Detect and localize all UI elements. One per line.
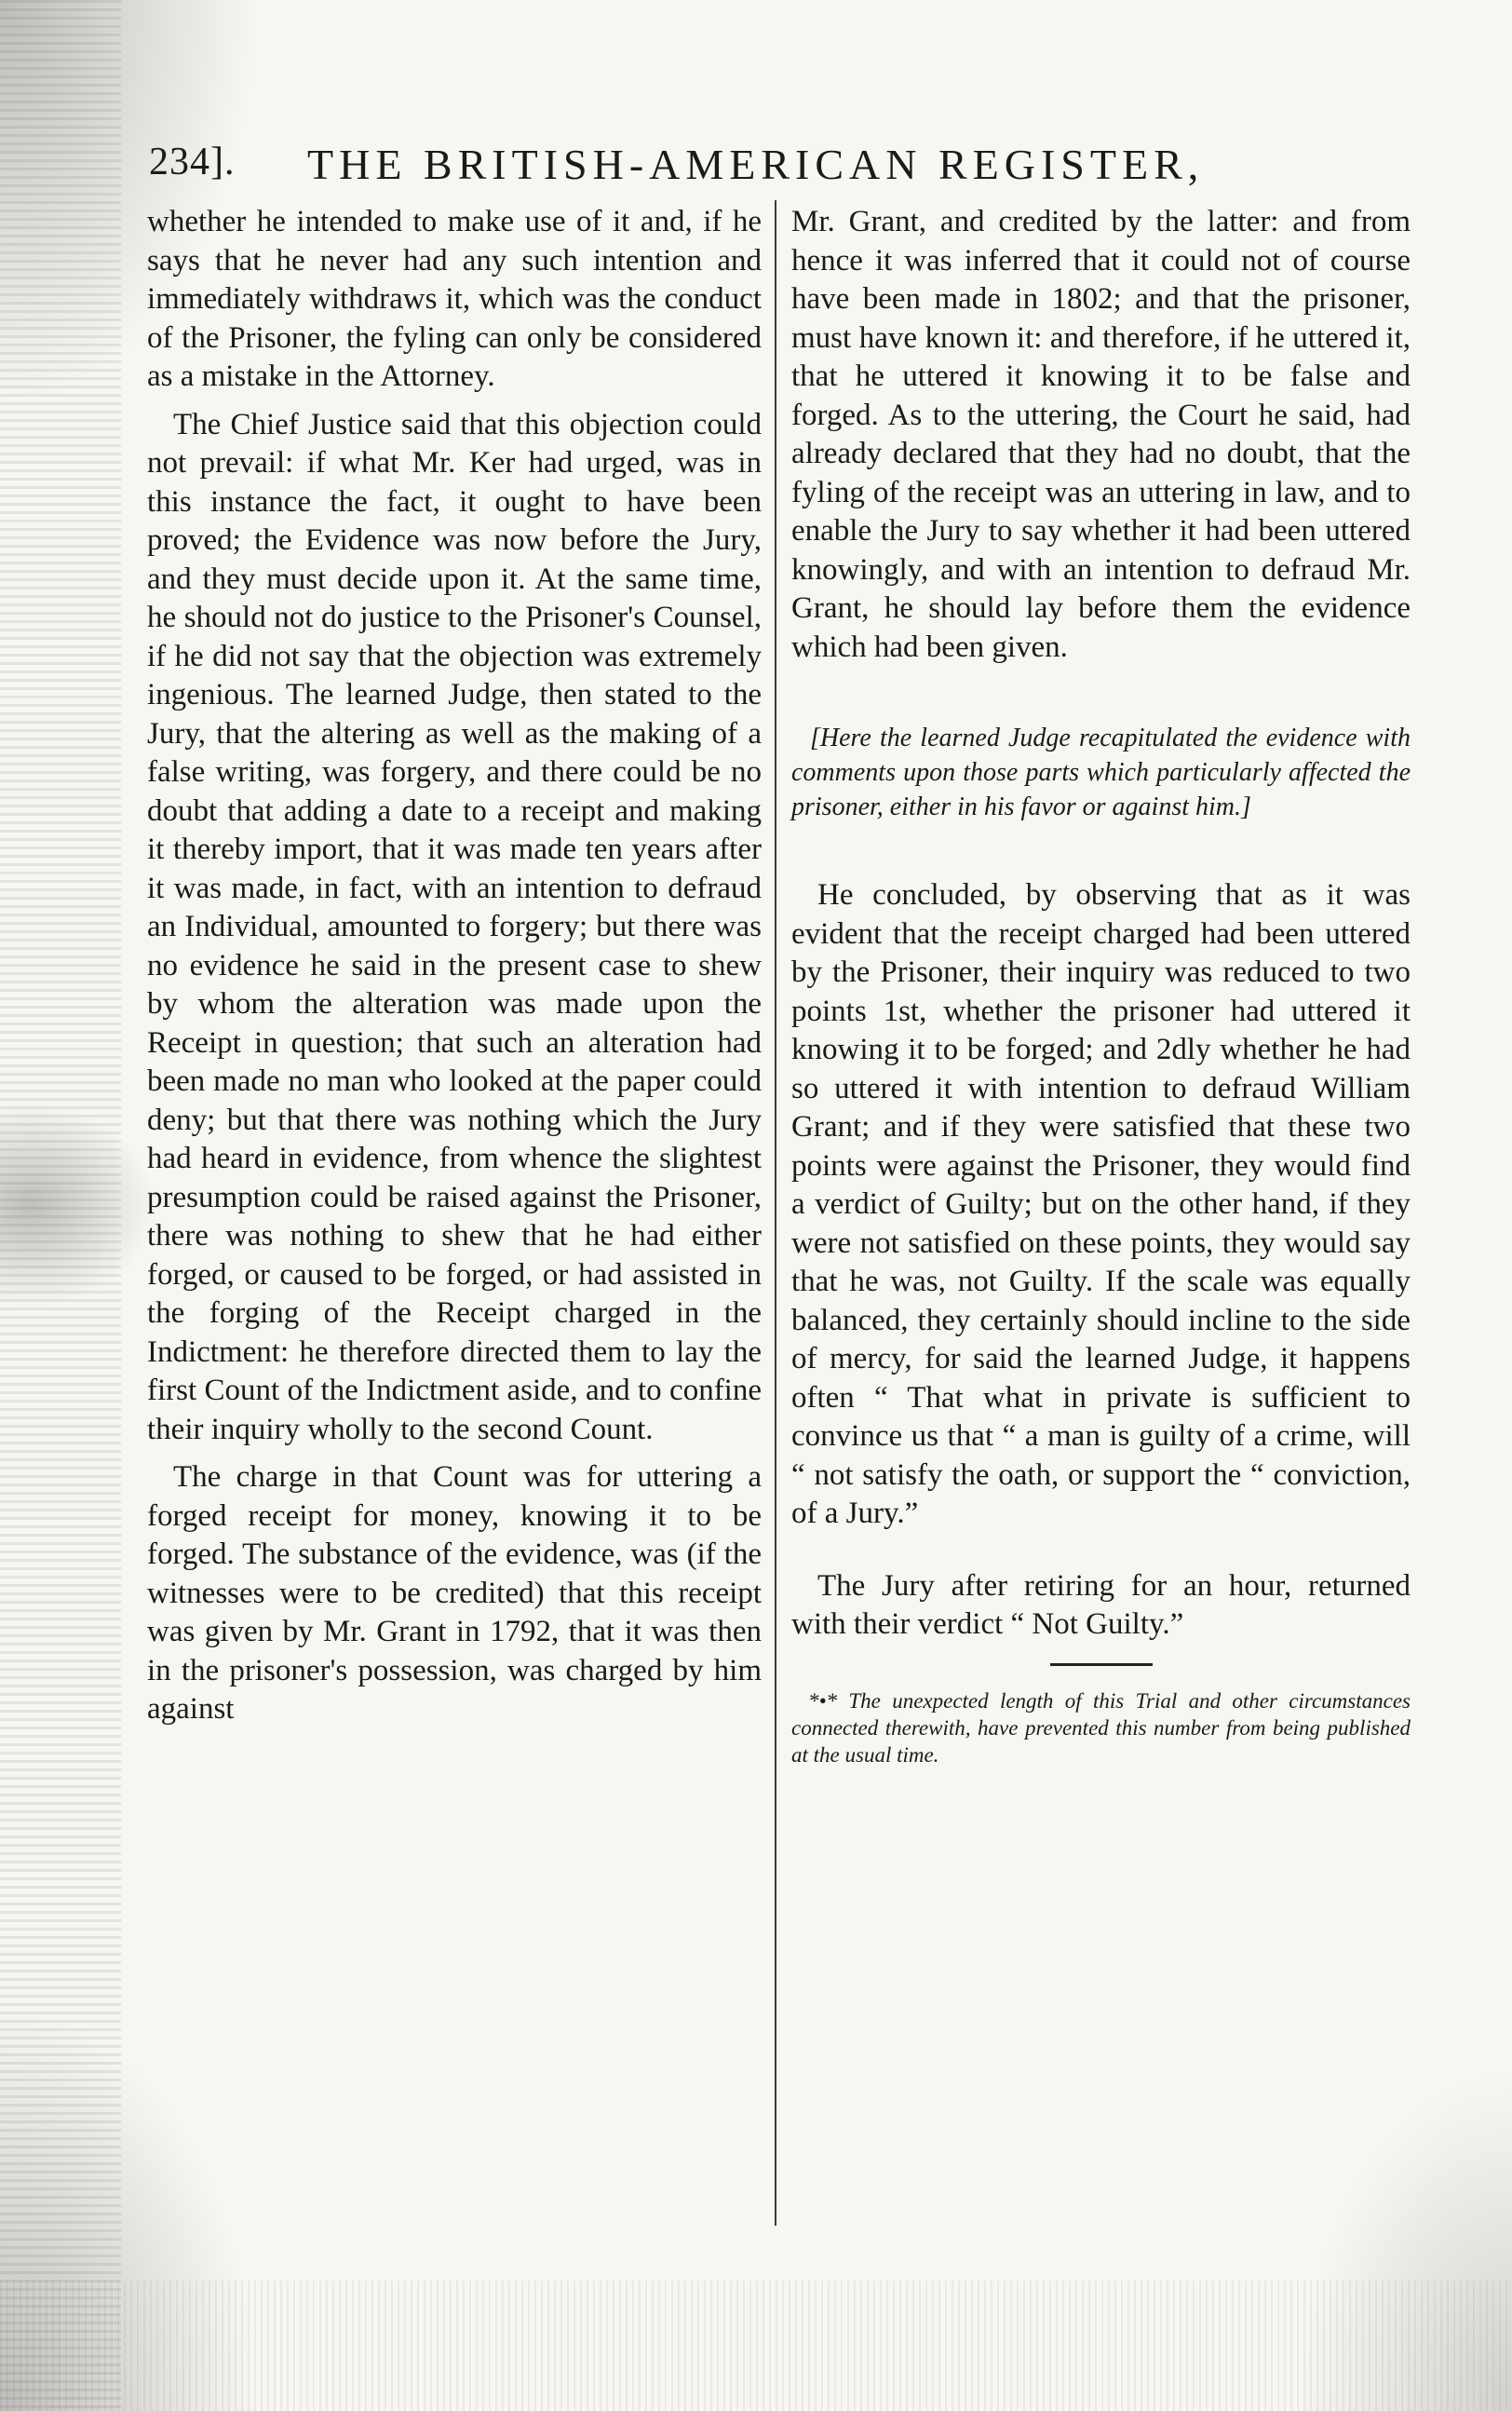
left-paragraph-3: The charge in that Count was for uttering a forged receipt for money, knowing it to be forged. The substance of the evidence, was (if the witnesses were to be credited) that this receipt was given by Mr. Grant in 1792, that it was then in the prisoner's possession, was charged by him against	[147, 1460, 762, 1726]
right-paragraph-2: He concluded, by observing that as it was evident that the receipt charged had been uttered by the Prisoner, their inquiry was reduced to two points 1st, whether the prisoner had uttered it knowing it to be forged; and 2dly whether he had so uttered it with intention to defraud William Grant; and if they were satisfied that these two points were against the Prisoner, they would find a verdict of Guilty; but on the other hand, if they were not satisfied on these points, they would say that he was, not Guilty. If the scale was equally balanced, they certainly should incline to the side of mercy, for said the learned Judge, it happens often “ That what in private is sufficient to convince us that “ a man is guilty of a crime, will “ not satisfy the oath, or support the “ conviction, of a Jury.”	[791, 878, 1411, 1530]
left-paragraph-1: whether he intended to make use of it and, if he says that he never had any such intention and immediately withdraws it, which was the conduct of the Prisoner, the fyling can only be considered as a mistake in the Attorney.	[147, 205, 762, 393]
bracketed-note: [Here the learned Judge recapitulated the evidence with comments upon those parts which particularly affected the prisoner, either in his favor or against him.]	[791, 724, 1411, 821]
right-column	[791, 203, 1411, 1790]
running-header	[149, 140, 1415, 196]
left-column	[147, 203, 762, 1739]
right-paragraph-3: The Jury after retiring for an hour, returned with their verdict “ Not Guilty.”	[791, 1568, 1411, 1641]
footnote-rule	[1050, 1663, 1153, 1666]
footnote: *•* The unexpected length of this Trial and other circumstances connected therewith, have prevented this number from being published at the usual time.	[791, 1688, 1411, 1767]
scan-noise	[0, 2281, 1512, 2411]
page-number: 234].	[149, 141, 236, 183]
left-paragraph-2: The Chief Justice said that this objection could not prevail: if what Mr. Ker had urged, was in this instance the fact, it ought to have been proved; the Evidence was now before the Jury, and they must decide upon it. At the same time, he should not do justice to the Prisoner's Counsel, if he did not say that the objection was extremely ingenious. The learned Judge, then stated to the Jury, that the altering as well as the making of a false writing, was forgery, and there could be no doubt that adding a date to a receipt and making it thereby import, that it was made ten years after it was made, in fact, with an intention to defraud an Individual, amounted to forgery; but there was no evidence he said in the present case to shew by whom the alteration was made upon the Receipt in question; that such an alteration had been made no man who looked at the paper could deny; but that there was nothing which the Jury had heard in evidence, from whence the slightest presumption could be raised against the Prisoner, there was nothing to shew that he had either forged, or caused to be forged, or had assisted in the forging of the Receipt charged in the Indictment: he therefore directed them to lay the first Count of the Indictment aside, and to confine their inquiry wholly to the second Count.	[147, 407, 762, 1446]
scan-edge-shadow	[0, 0, 121, 2411]
journal-title: THE BRITISH-AMERICAN REGISTER,	[307, 141, 1205, 188]
right-paragraph-1: Mr. Grant, and credited by the latter: and from hence it was inferred that it could not of course have been made in 1802; and that the prisoner, must have known it: and therefore, if he uttered it, that he uttered it knowing it to be false and forged. As to the uttering, the Court he said, had already declared that they had no doubt, that the fyling of the receipt was an uttering in law, and to enable the Jury to say whether it had been uttered knowingly, and with an intention to defraud Mr. Grant, he should lay before them the evidence which had been given.	[791, 205, 1411, 664]
column-divider	[775, 200, 776, 2226]
